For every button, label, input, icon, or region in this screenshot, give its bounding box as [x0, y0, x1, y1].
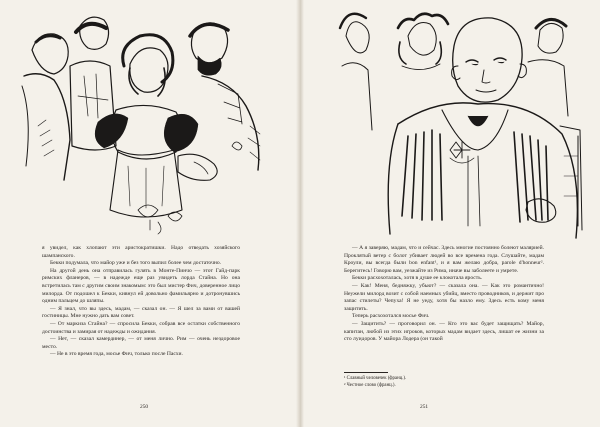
right-page: [302, 0, 600, 427]
paragraph: — Я знал, что вы здесь, мадам, — сказал он. — Я шел за вами от вашей гостиницы. Мне нужно дать вам совет.: [42, 305, 240, 320]
paragraph: — Не в это время года, мосье Фич, только после Пасхи.: [50, 351, 183, 358]
paragraph: — Защитить? — проговорил он. — Кто это вас будет защищать? Майор, капитан, любой из этих игроков, которых мадам видает здесь, лишат ее жизни за сто луидоров. У майора Лодера (он такой: [344, 320, 544, 343]
paragraph: Бекки подумала, что майор уже и без того выпил более чем достаточно.: [50, 260, 222, 267]
right-page-text: [344, 245, 544, 344]
paragraph: Бекки расхохоталась, хотя в душе ее клокотала ярость.: [352, 275, 483, 282]
paragraph: я увидел, как хлопают эти аристократишки. Надо отведать хозяйского шампанского.: [42, 245, 240, 259]
left-page-text: [42, 245, 240, 359]
right-illustration: [338, 6, 592, 242]
paragraph: — Как! Меня, бедняжку, убьют? — сказала она. — Как это романтично! Неужели милорд возит с собой наемных убийц, вместо проводников, и держит про запас стилеты? Чепуха! Я не уеду, хотя бы назло ему. Здесь есть кому меня защитить.: [344, 282, 544, 312]
paragraph: — Нет, — сказал камердинер, — от меня лично. Рим — очень нездоровое место.: [42, 336, 240, 350]
footnote: ² Честное слово (франц.).: [344, 382, 396, 388]
ink-sketch-marquis-portrait: [338, 6, 592, 242]
page-number-right: 251: [420, 404, 429, 410]
footnote-rule: [344, 372, 388, 373]
footnotes: [344, 372, 540, 389]
paragraph: — А я заверяю, мадам, что и сейчас. Здесь многие постоянно болеют малярией. Проклятый ветер с болот убивает людей во все времена года. Слушайте, мадам Кроули, вы всегда были bon enfant¹, и я вам желаю добра, parole d'honneur². Берегитесь! Говорю вам, уезжайте из Рима, иначе вы заболеете и умрете.: [344, 245, 544, 274]
paragraph: На другой день она отправилась гулять в Монте-Пинчо — этот Гайд-парк римских фланеров, — в надежде еще раз увидеть лорда Стайна. Но она встретилась там с другим своим знакомым: это был мистер Фич, доверенное лицо милорда. От подошел к Бекки, кивнул ей довольно фамильярно и дотронувшись одним пальцем до шляпы.: [42, 267, 240, 305]
page-number-left: 250: [140, 404, 149, 410]
paragraph: — От маркиза Стайна? — спросила Бекки, собрав все остатки собственного достоинства и замирая от надежды и ожидания.: [42, 320, 240, 335]
footnote: ¹ Славный человечек (франц.).: [344, 376, 407, 381]
left-page: [0, 0, 298, 427]
paragraph: Теперь расхохотался мосье Фич.: [352, 313, 430, 320]
left-illustration: [18, 6, 280, 238]
ink-sketch-ball-scene: [18, 6, 280, 238]
